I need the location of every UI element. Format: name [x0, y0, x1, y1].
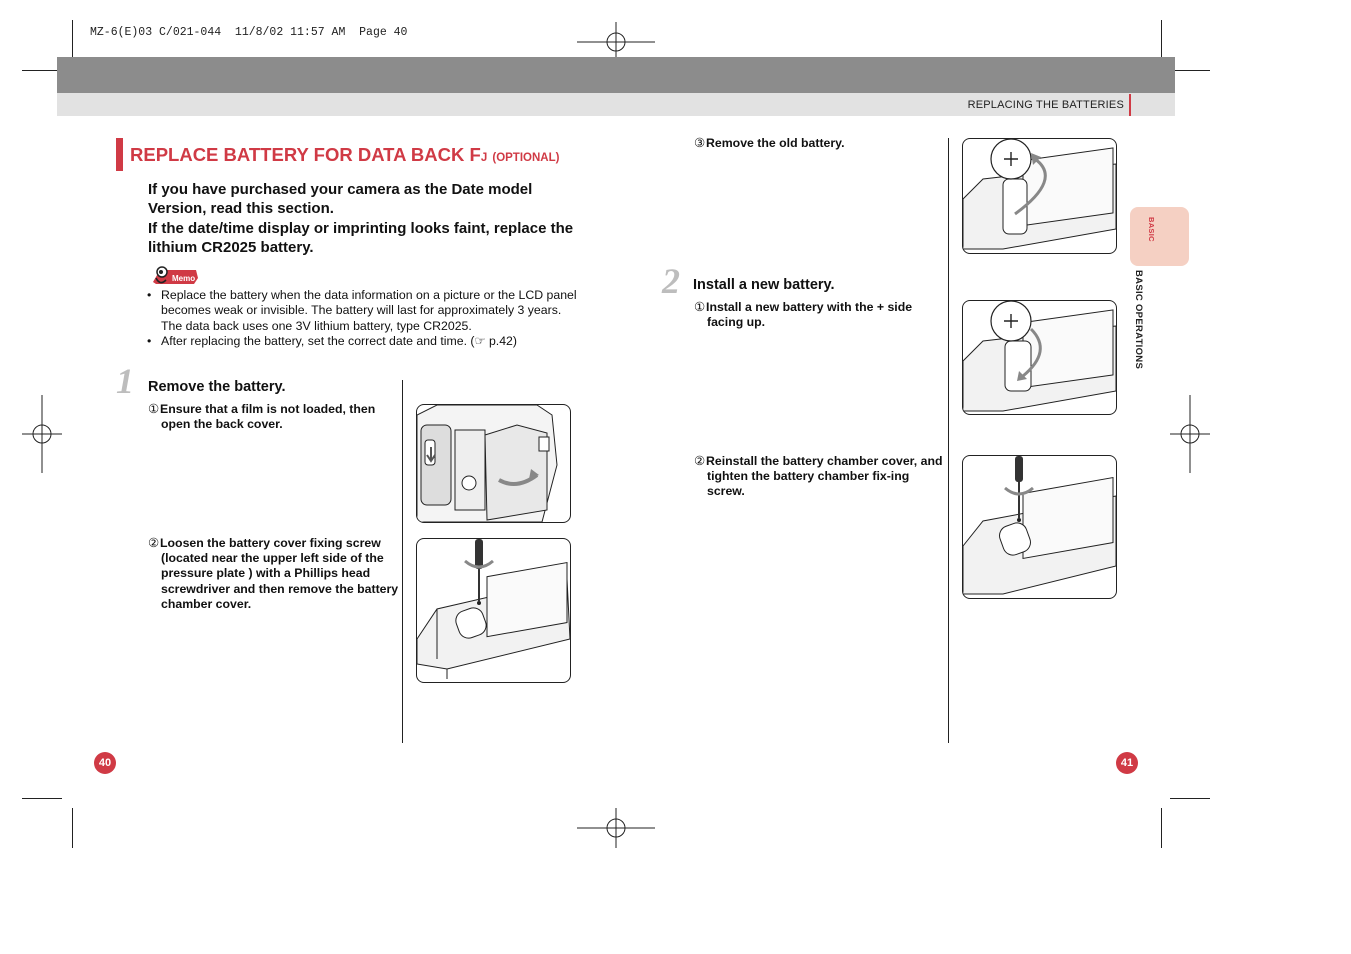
bullet-item: • Replace the battery when the data information on a picture or the LCD panel becomes weak or invisible. The battery will last for approximately 3 years. The data back uses one 3V lithium battery, type CR2025. [147, 288, 577, 334]
substep [694, 300, 947, 330]
step-number: 1 [116, 361, 134, 401]
crop-mark [1161, 20, 1162, 60]
crop-mark [1161, 808, 1162, 848]
header-band [57, 57, 1175, 93]
illustration-open-back-cover [416, 404, 571, 523]
substep-number: ③ [694, 136, 706, 150]
step-number: 2 [662, 261, 680, 301]
substep-number: ② [694, 454, 706, 468]
registration-mark-left [22, 395, 62, 473]
column-divider [948, 138, 949, 743]
illustration-loosen-screw [416, 538, 571, 683]
substep [694, 136, 947, 151]
illustration-reinstall-cover [962, 455, 1117, 599]
page-number-left: 40 [94, 752, 116, 774]
illustration-remove-battery [962, 138, 1117, 254]
side-label-text: BASIC OPERATIONS [1133, 270, 1144, 370]
illustration-install-battery [962, 300, 1117, 415]
memo-label: Memo [172, 274, 196, 283]
section-optional-label: (OPTIONAL) [492, 152, 560, 164]
crop-mark [72, 808, 73, 848]
step-title: Install a new battery. [693, 277, 835, 293]
crop-mark [1170, 798, 1210, 799]
registration-mark-bottom [577, 808, 655, 848]
substep-text: Reinstall the battery chamber cover, and tighten the battery chamber fix-ing screw. [706, 454, 943, 499]
step-title: Remove the battery. [148, 379, 286, 395]
section-tab-text: BASIC [1147, 217, 1156, 242]
substep-number: ② [148, 536, 160, 550]
page-number-right: 41 [1116, 752, 1138, 774]
substep-text: Ensure that a film is not loaded, then open the back cover. [160, 402, 376, 432]
crop-mark [22, 798, 62, 799]
substep-number: ① [694, 300, 706, 314]
substep-number: ① [148, 402, 160, 416]
registration-mark-right [1170, 395, 1210, 473]
print-header: MZ-6(E)03 C/021-044 11/8/02 11:57 AM Page 40 [90, 26, 408, 39]
crop-mark [1170, 70, 1210, 71]
substep-text: Loosen the battery cover fixing screw (located near the upper left side of the pressure plate ) with a Phillips head screwdriver and then remove the battery chamber cover. [160, 536, 399, 611]
substep [148, 536, 401, 612]
substep-text: Remove the old battery. [706, 136, 845, 150]
bullet-item: • After replacing the battery, set the correct date and time. (☞ p.42) [147, 334, 577, 349]
substep [148, 402, 406, 432]
memo-bullets [147, 288, 577, 350]
memo-icon [150, 264, 200, 288]
intro-paragraph: If you have purchased your camera as the Date model Version, read this section. [148, 181, 533, 218]
substep [694, 454, 947, 500]
intro-text [148, 180, 578, 257]
crop-mark [72, 20, 73, 60]
intro-paragraph: If the date/time display or imprinting looks faint, replace the lithium CR2025 battery. [148, 219, 574, 256]
substep-text: Install a new battery with the + side facing up. [706, 300, 913, 330]
running-head: REPLACING THE BATTERIES [967, 99, 1124, 111]
crop-mark [22, 70, 62, 71]
running-head-marker [1129, 94, 1131, 116]
registration-mark-top [577, 22, 655, 62]
section-tab-label [1142, 213, 1162, 263]
section-title-text: REPLACE BATTERY FOR DATA BACK F [130, 144, 481, 165]
column-divider [402, 380, 403, 743]
section-marker [116, 138, 123, 171]
section-title [130, 144, 559, 166]
section-title-subscript: J [480, 152, 488, 164]
